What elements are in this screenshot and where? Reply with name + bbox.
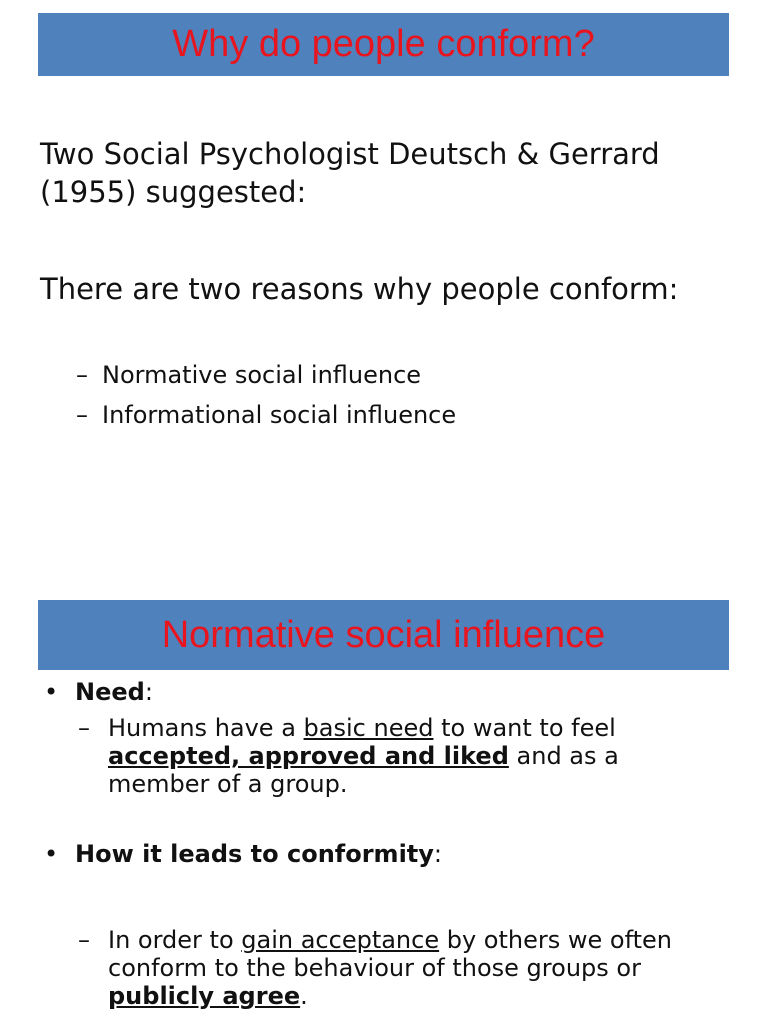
bold-underlined-text: accepted, approved and liked	[108, 742, 509, 770]
bullet-colon: :	[433, 840, 443, 868]
bullet-how-it-leads	[44, 840, 442, 868]
text-run: In order to	[108, 926, 242, 954]
sub-item-label: Normative social influence	[102, 361, 422, 389]
text-run: .	[300, 982, 308, 1010]
slide1-reasons-text: There are two reasons why people conform:	[40, 272, 679, 306]
text-run: and as a member of a group.	[108, 742, 619, 798]
text-run: to want to feel	[433, 714, 616, 742]
dash-marker: –	[76, 361, 88, 389]
need-sub-text	[108, 714, 708, 798]
slide1-sub-item	[76, 360, 421, 390]
underlined-text: basic need	[303, 714, 434, 742]
bullet-colon: :	[144, 678, 153, 706]
slide1-sub-item	[76, 400, 456, 430]
slide1-title: Why do people conform?	[172, 23, 595, 65]
slide2-title: Normative social influence	[161, 613, 606, 656]
bullet-label: How it leads to conformity	[75, 840, 434, 868]
conformity-sub-text	[108, 926, 708, 1010]
underlined-text: gain acceptance	[241, 926, 440, 954]
bullet-label: Need	[75, 678, 145, 706]
bullet-marker: •	[44, 840, 59, 868]
dash-marker: –	[76, 401, 88, 429]
dash-marker: –	[78, 714, 90, 742]
sub-item-label: Informational social influence	[102, 401, 457, 429]
conformity-sub-item	[78, 926, 708, 1010]
need-sub-item	[78, 714, 708, 798]
text-run: Humans have a	[108, 714, 304, 742]
bullet-need	[44, 678, 153, 706]
slide1-intro-text: Two Social Psychologist Deutsch & Gerrard (1955) suggested:	[40, 137, 660, 209]
bullet-marker: •	[44, 678, 59, 706]
slide1-title-bar	[38, 13, 729, 76]
slide2-title-bar	[38, 600, 729, 670]
bold-underlined-text: publicly agree	[108, 982, 301, 1010]
text-run: by others we often conform to the behaviour of those groups or	[108, 926, 672, 982]
dash-marker: –	[78, 926, 90, 954]
